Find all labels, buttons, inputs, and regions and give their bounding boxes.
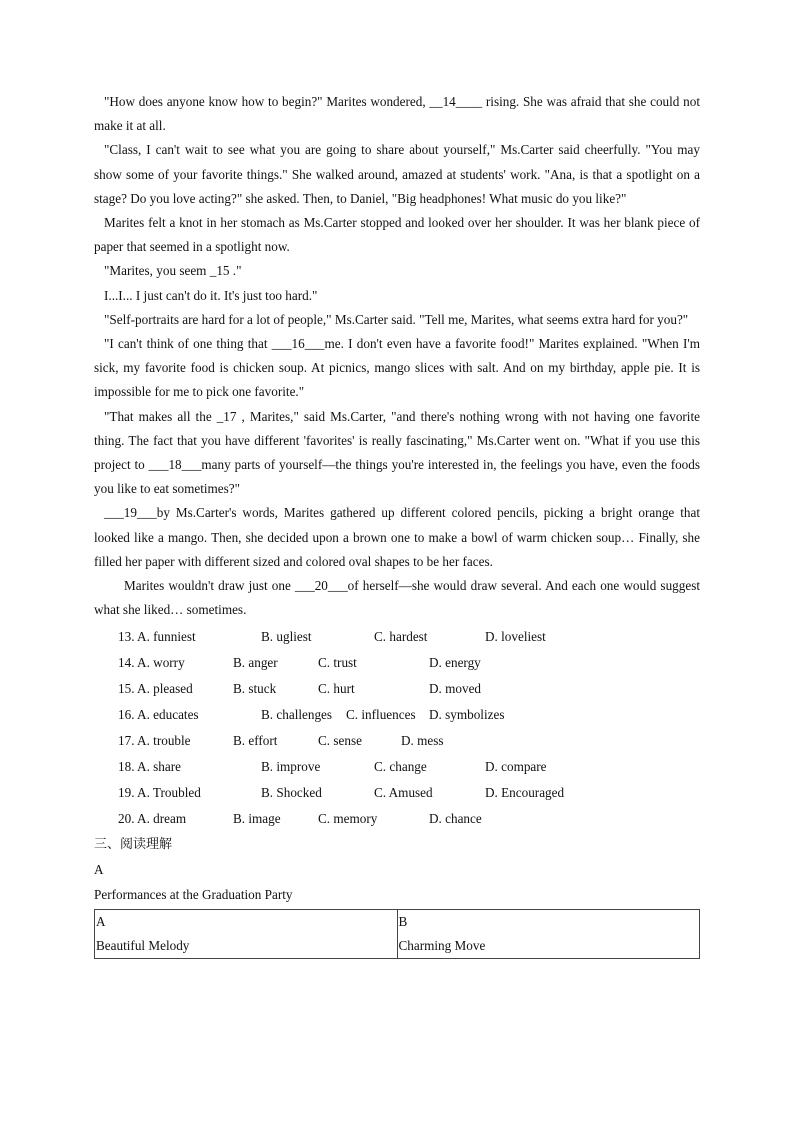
answer-options [94, 624, 700, 832]
table-title: Performances at the Graduation Party [94, 887, 293, 903]
story-paragraph: I...I... I just can't do it. It's just too hard." [104, 287, 318, 303]
question-option-b: B. improve [261, 759, 321, 775]
question-option-a: 14. A. worry [118, 655, 185, 671]
question-option-c: C. hardest [374, 629, 428, 645]
question-row [94, 624, 700, 650]
table-cell-b [397, 910, 700, 959]
story-paragraph: Marites felt a knot in her stomach as Ms.Carter stopped and looked over her shoulder. It was her blank piece of paper that seemed in a spotlight now. [94, 215, 700, 255]
question-option-a: 13. A. funniest [118, 629, 196, 645]
question-option-d: D. compare [485, 759, 547, 775]
question-option-a: 15. A. pleased [118, 681, 193, 697]
question-option-c: C. influences [346, 707, 416, 723]
column-letter: A [96, 914, 106, 930]
question-row [94, 780, 700, 806]
question-option-c: C. change [374, 759, 427, 775]
question-option-d: D. chance [429, 811, 482, 827]
question-row [94, 754, 700, 780]
performances-table [94, 909, 700, 959]
document-page [94, 90, 700, 959]
question-option-d: D. moved [429, 681, 482, 697]
question-option-b: B. ugliest [261, 629, 312, 645]
question-row [94, 702, 700, 728]
story-paragraph: "How does anyone know how to begin?" Marites wondered, __14____ rising. She was afraid that she could not make it at all. [94, 94, 700, 134]
story-paragraph: "Self-portraits are hard for a lot of people," Ms.Carter said. "Tell me, Marites, what seems extra hard for you?" [104, 311, 689, 327]
question-option-b: B. challenges [261, 707, 333, 723]
story-paragraph: "Marites, you seem _15 ." [104, 263, 242, 279]
question-row [94, 728, 700, 754]
question-option-b: B. effort [233, 733, 278, 749]
question-option-b: B. anger [233, 655, 278, 671]
story-paragraph: "That makes all the _17 , Marites," said Ms.Carter, "and there's nothing wrong with not having one favorite thing. The fact that you have different 'favorites' is really fascinating," Ms.Carter went on. "What if you use this project to ___18___many parts of yourself—the things you're interested in, the feelings you have, even the foods you like to eat sometimes?" [94, 408, 700, 497]
question-option-c: C. sense [318, 733, 362, 749]
performance-name: Beautiful Melody [96, 938, 190, 954]
table-cell-a [95, 910, 398, 959]
question-option-c: C. memory [318, 811, 378, 827]
question-option-c: C. trust [318, 655, 357, 671]
story-paragraph: "Class, I can't wait to see what you are going to share about yourself," Ms.Carter said cheerfully. "You may show some of your favorite things." She walked around, amazed at students' work. "Ana, is that a spotlight on a stage? Do you love acting?" she asked. Then, to Daniel, "Big headphones! What music do you like?" [94, 142, 700, 206]
question-option-c: C. Amused [374, 785, 433, 801]
question-option-d: D. mess [401, 733, 444, 749]
section-heading: 三、阅读理解 [94, 837, 173, 853]
story-paragraph: Marites wouldn't draw just one ___20___of herself—she would draw several. And each one would suggest what she liked… sometimes. [94, 578, 700, 618]
section-letter: A [94, 862, 104, 878]
question-option-a: 19. A. Troubled [118, 785, 201, 801]
column-letter: B [398, 914, 408, 930]
table-row [95, 910, 700, 959]
performance-name: Charming Move [398, 938, 486, 954]
question-option-a: 20. A. dream [118, 811, 187, 827]
question-option-d: D. symbolizes [429, 707, 505, 723]
question-option-b: B. image [233, 811, 281, 827]
question-row [94, 676, 700, 702]
question-option-d: D. loveliest [485, 629, 546, 645]
question-option-b: B. stuck [233, 681, 277, 697]
question-option-b: B. Shocked [261, 785, 322, 801]
question-option-a: 17. A. trouble [118, 733, 191, 749]
question-option-d: D. energy [429, 655, 481, 671]
question-option-a: 16. A. educates [118, 707, 199, 723]
story-paragraph: "I can't think of one thing that ___16___me. I don't even have a favorite food!" Marites explained. "When I'm sick, my favorite food is chicken soup. At picnics, mango slices with salt. And on my birthday, apple pie. It is impossible for me to pick one favorite." [94, 336, 700, 400]
question-option-d: D. Encouraged [485, 785, 565, 801]
question-row [94, 806, 700, 832]
question-option-a: 18. A. share [118, 759, 181, 775]
question-row [94, 650, 700, 676]
question-option-c: C. hurt [318, 681, 355, 697]
story-paragraph: ___19___by Ms.Carter's words, Marites gathered up different colored pencils, picking a bright orange that looked like a mango. Then, she decided upon a brown one to make a bowl of warm chicken soup… Finally, she filled her paper with different sized and colored oval shapes to be her faces. [94, 505, 700, 569]
